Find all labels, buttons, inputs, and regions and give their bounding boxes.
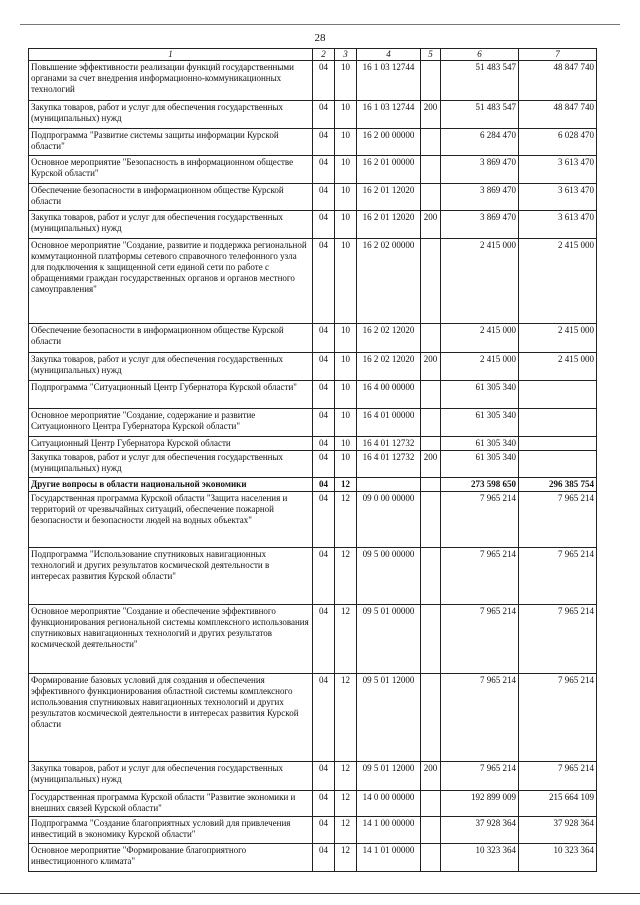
row-name: Закупка товаров, работ и услуг для обеспечения государственных (муниципальных) нужд	[29, 352, 313, 380]
amount-year-2	[519, 408, 597, 436]
row-name: Подпрограмма "Создание благоприятных условий для привлечения инвестиций в экономику Курской области"	[29, 816, 313, 843]
subsection-code: 12	[335, 604, 357, 673]
row-name: Подпрограмма "Использование спутниковых навигационных технологий и других результатов космической деятельности в интересах развития Курской области"	[29, 547, 313, 604]
table-row	[29, 547, 597, 604]
row-name: Основное мероприятие "Безопасность в информационном обществе Курской области"	[29, 155, 313, 183]
table-row	[29, 604, 597, 673]
expense-type-code	[421, 790, 441, 816]
subsection-code: 10	[335, 238, 357, 323]
target-article-code: 14 0 00 00000	[357, 790, 421, 816]
target-article-code: 09 5 01 00000	[357, 604, 421, 673]
amount-year-2: 2 415 000	[519, 323, 597, 352]
amount-year-2: 3 613 470	[519, 210, 597, 238]
expense-type-code	[421, 323, 441, 352]
table-row	[29, 477, 597, 491]
amount-year-2: 48 847 740	[519, 60, 597, 100]
table-row	[29, 183, 597, 210]
table-body	[29, 60, 597, 871]
row-name: Подпрограмма "Ситуационный Центр Губернатора Курской области"	[29, 380, 313, 408]
expense-type-code: 200	[421, 352, 441, 380]
amount-year-1: 3 869 470	[441, 155, 519, 183]
section-code: 04	[313, 604, 335, 673]
subsection-code: 12	[335, 790, 357, 816]
row-name: Государственная программа Курской области "Развитие экономики и внешних связей Курской области"	[29, 790, 313, 816]
expense-type-code	[421, 60, 441, 100]
expense-type-code: 200	[421, 210, 441, 238]
expense-type-code	[421, 408, 441, 436]
target-article-code: 16 4 01 12732	[357, 436, 421, 450]
row-name: Ситуационный Центр Губернатора Курской области	[29, 436, 313, 450]
amount-year-2: 296 385 754	[519, 477, 597, 491]
table-row	[29, 155, 597, 183]
expense-type-code	[421, 843, 441, 871]
page-number: 28	[314, 32, 326, 44]
section-code: 04	[313, 450, 335, 477]
amount-year-1: 2 415 000	[441, 238, 519, 323]
budget-table	[28, 48, 597, 872]
table-row	[29, 128, 597, 155]
amount-year-2: 48 847 740	[519, 100, 597, 128]
section-code: 04	[313, 408, 335, 436]
target-article-code: 09 0 00 00000	[357, 491, 421, 547]
column-number: 3	[335, 49, 357, 61]
target-article-code: 16 4 01 12732	[357, 450, 421, 477]
table-row	[29, 436, 597, 450]
row-name: Государственная программа Курской области "Защита населения и территорий от чрезвычайных ситуаций, обеспечение пожарной безопасности и безопасности людей на водных объектах"	[29, 491, 313, 547]
amount-year-2: 7 965 214	[519, 673, 597, 761]
table-row	[29, 238, 597, 323]
column-number: 2	[313, 49, 335, 61]
subsection-code: 12	[335, 843, 357, 871]
amount-year-2: 6 028 470	[519, 128, 597, 155]
amount-year-1: 61 305 340	[441, 408, 519, 436]
expense-type-code	[421, 673, 441, 761]
row-name: Основное мероприятие "Создание, содержание и развитие Ситуационного Центра Губернатора Курской области"	[29, 408, 313, 436]
row-name: Повышение эффективности реализации функций государственными органами за счет внедрения информационно-коммуникационных технологий	[29, 60, 313, 100]
amount-year-2: 10 323 364	[519, 843, 597, 871]
table-row	[29, 60, 597, 100]
section-code: 04	[313, 352, 335, 380]
expense-type-code	[421, 491, 441, 547]
row-name: Обеспечение безопасности в информационном обществе Курской области	[29, 183, 313, 210]
amount-year-2: 3 613 470	[519, 183, 597, 210]
column-number: 5	[421, 49, 441, 61]
section-code: 04	[313, 238, 335, 323]
section-code: 04	[313, 155, 335, 183]
table-row	[29, 408, 597, 436]
amount-year-1: 10 323 364	[441, 843, 519, 871]
section-code: 04	[313, 436, 335, 450]
expense-type-code	[421, 128, 441, 155]
subsection-code: 10	[335, 128, 357, 155]
section-code: 04	[313, 790, 335, 816]
section-code: 04	[313, 210, 335, 238]
amount-year-2: 2 415 000	[519, 352, 597, 380]
row-name: Основное мероприятие "Создание, развитие и поддержка региональной коммутационной платформы сетевого справочного телефонного узла для подключения к защищенной сети единой сети по работе с обращениями граждан государственных органов и органов местного самоуправления"	[29, 238, 313, 323]
amount-year-1: 7 965 214	[441, 604, 519, 673]
subsection-code: 10	[335, 60, 357, 100]
amount-year-1: 2 415 000	[441, 352, 519, 380]
amount-year-2	[519, 450, 597, 477]
amount-year-1: 37 928 364	[441, 816, 519, 843]
amount-year-1: 7 965 214	[441, 547, 519, 604]
row-name: Закупка товаров, работ и услуг для обеспечения государственных (муниципальных) нужд	[29, 450, 313, 477]
section-code: 04	[313, 60, 335, 100]
subsection-code: 10	[335, 450, 357, 477]
section-code: 04	[313, 100, 335, 128]
section-code: 04	[313, 323, 335, 352]
amount-year-2: 2 415 000	[519, 238, 597, 323]
subsection-code: 12	[335, 547, 357, 604]
table-row	[29, 210, 597, 238]
table-row	[29, 790, 597, 816]
expense-type-code: 200	[421, 761, 441, 790]
amount-year-2: 7 965 214	[519, 604, 597, 673]
target-article-code: 16 2 00 00000	[357, 128, 421, 155]
section-code: 04	[313, 380, 335, 408]
subsection-code: 12	[335, 477, 357, 491]
target-article-code: 16 2 01 12020	[357, 183, 421, 210]
expense-type-code: 200	[421, 450, 441, 477]
amount-year-1: 273 598 650	[441, 477, 519, 491]
column-number: 6	[441, 49, 519, 61]
row-name: Подпрограмма "Развитие системы защиты информации Курской области"	[29, 128, 313, 155]
subsection-code: 12	[335, 491, 357, 547]
expense-type-code	[421, 547, 441, 604]
table-row	[29, 761, 597, 790]
section-code: 04	[313, 491, 335, 547]
section-code: 04	[313, 761, 335, 790]
amount-year-2: 3 613 470	[519, 155, 597, 183]
target-article-code: 09 5 01 12000	[357, 761, 421, 790]
subsection-code: 10	[335, 436, 357, 450]
column-number: 1	[29, 49, 313, 61]
amount-year-2: 7 965 214	[519, 761, 597, 790]
target-article-code: 16 2 02 00000	[357, 238, 421, 323]
subsection-code: 10	[335, 210, 357, 238]
section-code: 04	[313, 183, 335, 210]
table-row	[29, 450, 597, 477]
subsection-code: 10	[335, 380, 357, 408]
section-code: 04	[313, 816, 335, 843]
top-rule	[20, 24, 620, 25]
subsection-code: 10	[335, 352, 357, 380]
amount-year-1: 2 415 000	[441, 323, 519, 352]
table-row	[29, 816, 597, 843]
target-article-code: 09 5 00 00000	[357, 547, 421, 604]
subsection-code: 10	[335, 155, 357, 183]
amount-year-1: 51 483 547	[441, 100, 519, 128]
amount-year-1: 7 965 214	[441, 673, 519, 761]
subsection-code: 10	[335, 183, 357, 210]
amount-year-1: 7 965 214	[441, 761, 519, 790]
row-name: Формирование базовых условий для создания и обеспечения эффективного функционирования областной системы комплексного использования спутниковых навигационных технологий и других результатов космической деятельности в интересах развития Курской области	[29, 673, 313, 761]
section-code: 04	[313, 843, 335, 871]
target-article-code	[357, 477, 421, 491]
target-article-code: 14 1 01 00000	[357, 843, 421, 871]
amount-year-1: 7 965 214	[441, 491, 519, 547]
amount-year-2: 7 965 214	[519, 491, 597, 547]
target-article-code: 16 4 01 00000	[357, 408, 421, 436]
row-name: Другие вопросы в области национальной экономики	[29, 477, 313, 491]
expense-type-code	[421, 183, 441, 210]
amount-year-1: 3 869 470	[441, 183, 519, 210]
amount-year-1: 6 284 470	[441, 128, 519, 155]
section-code: 04	[313, 477, 335, 491]
subsection-code: 10	[335, 408, 357, 436]
row-name: Обеспечение безопасности в информационном обществе Курской области	[29, 323, 313, 352]
expense-type-code	[421, 436, 441, 450]
section-code: 04	[313, 128, 335, 155]
target-article-code: 16 1 03 12744	[357, 100, 421, 128]
target-article-code: 14 1 00 00000	[357, 816, 421, 843]
amount-year-2: 215 664 109	[519, 790, 597, 816]
target-article-code: 16 2 02 12020	[357, 323, 421, 352]
row-name: Закупка товаров, работ и услуг для обеспечения государственных (муниципальных) нужд	[29, 210, 313, 238]
table-row	[29, 100, 597, 128]
target-article-code: 16 4 00 00000	[357, 380, 421, 408]
subsection-code: 12	[335, 761, 357, 790]
row-name: Основное мероприятие "Создание и обеспечение эффективного функционирования региональной системы комплексного использования спутниковых навигационных технологий и других результатов космической деятельности"	[29, 604, 313, 673]
amount-year-2	[519, 380, 597, 408]
table-row	[29, 352, 597, 380]
expense-type-code	[421, 816, 441, 843]
expense-type-code	[421, 604, 441, 673]
amount-year-1: 3 869 470	[441, 210, 519, 238]
amount-year-1: 51 483 547	[441, 60, 519, 100]
row-name: Закупка товаров, работ и услуг для обеспечения государственных (муниципальных) нужд	[29, 100, 313, 128]
amount-year-1: 61 305 340	[441, 380, 519, 408]
column-number: 4	[357, 49, 421, 61]
expense-type-code	[421, 155, 441, 183]
subsection-code: 10	[335, 323, 357, 352]
target-article-code: 16 2 02 12020	[357, 352, 421, 380]
expense-type-code	[421, 238, 441, 323]
amount-year-2	[519, 436, 597, 450]
expense-type-code: 200	[421, 100, 441, 128]
subsection-code: 12	[335, 816, 357, 843]
section-code: 04	[313, 673, 335, 761]
table-row	[29, 843, 597, 871]
target-article-code: 16 2 01 00000	[357, 155, 421, 183]
target-article-code: 09 5 01 12000	[357, 673, 421, 761]
table-row	[29, 673, 597, 761]
amount-year-1: 61 305 340	[441, 436, 519, 450]
table-row	[29, 323, 597, 352]
subsection-code: 12	[335, 673, 357, 761]
table-row	[29, 380, 597, 408]
section-code: 04	[313, 547, 335, 604]
table-row	[29, 491, 597, 547]
amount-year-2: 37 928 364	[519, 816, 597, 843]
row-name: Основное мероприятие "Формирование благоприятного инвестиционного климата"	[29, 843, 313, 871]
column-number: 7	[519, 49, 597, 61]
amount-year-1: 192 899 009	[441, 790, 519, 816]
expense-type-code	[421, 380, 441, 408]
amount-year-2: 7 965 214	[519, 547, 597, 604]
expense-type-code	[421, 477, 441, 491]
target-article-code: 16 1 03 12744	[357, 60, 421, 100]
target-article-code: 16 2 01 12020	[357, 210, 421, 238]
column-number-row	[29, 49, 597, 61]
amount-year-1: 61 305 340	[441, 450, 519, 477]
row-name: Закупка товаров, работ и услуг для обеспечения государственных (муниципальных) нужд	[29, 761, 313, 790]
bottom-rule	[0, 893, 640, 894]
subsection-code: 10	[335, 100, 357, 128]
